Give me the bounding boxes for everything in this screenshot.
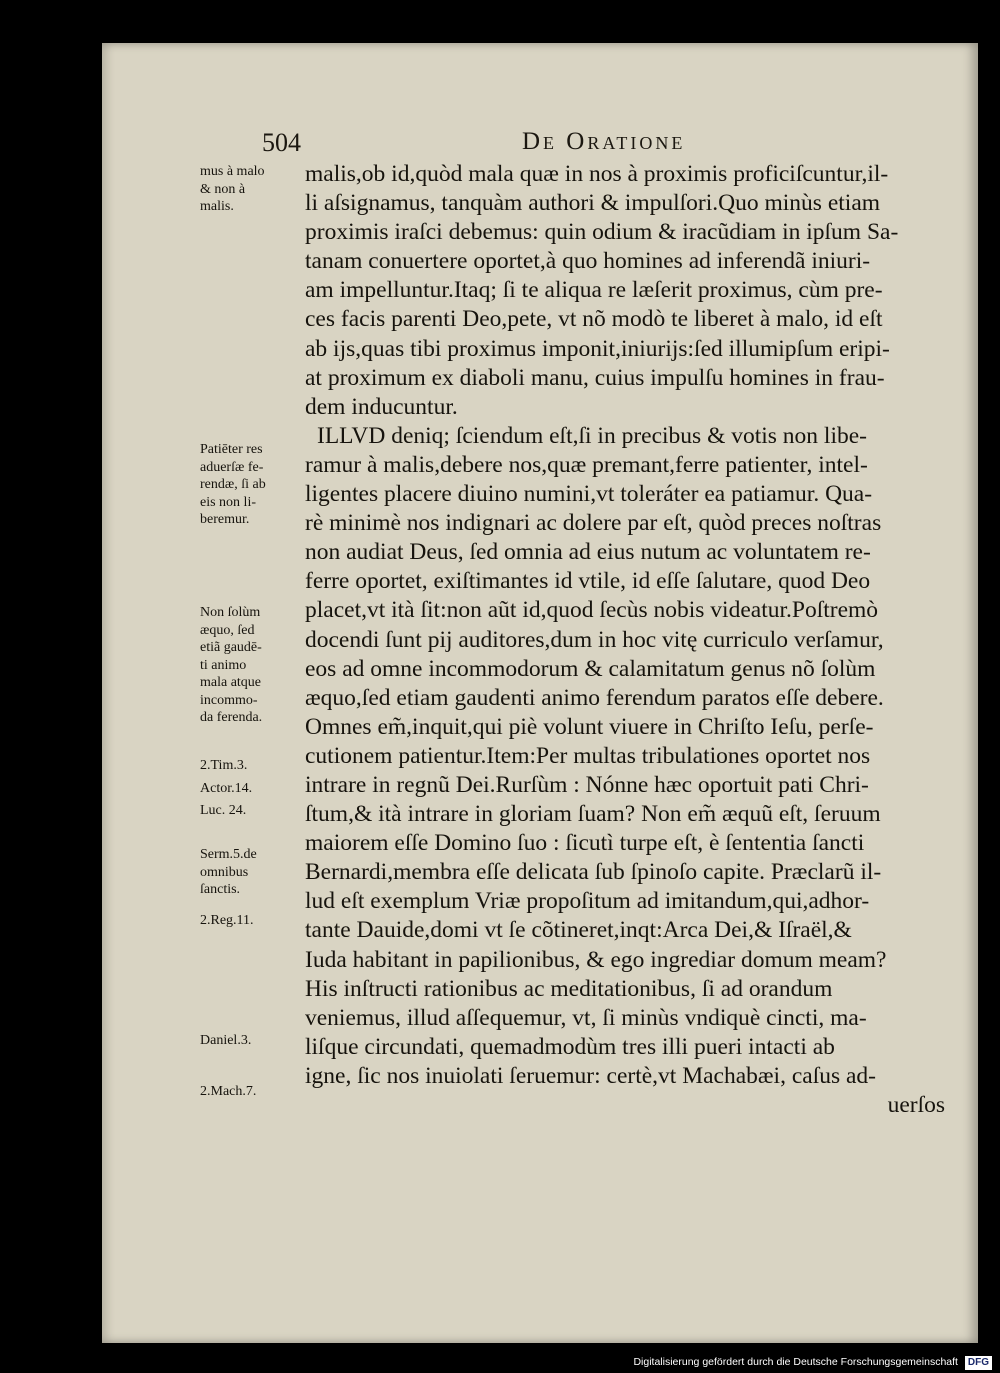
- text-line: æquo,ſed etiam gaudenti animo ferendum paratos eſſe debere.: [305, 684, 884, 711]
- margin-note: Patiēter res aduerſæ fe- rendæ, ſi ab eis non li- beremur.: [200, 442, 266, 527]
- text-line: ligentes placere diuino numini,vt toleráter ea patiamur. Qua-: [305, 481, 873, 508]
- text-line: at proximum ex diaboli manu, cuius impulſu homines in frau-: [305, 364, 885, 391]
- margin-note: Non ſolùm æquo, ſed etiã gaudē- ti animo mala atque incommo- da ferenda.: [200, 605, 263, 725]
- text-line: Omnes em̃,inquit,qui piè volunt viuere in Chriſto Ieſu, perſe-: [305, 713, 874, 740]
- funding-footer: [0, 1352, 992, 1373]
- running-head: De Oratione: [522, 128, 686, 155]
- main-text-block: [305, 160, 945, 1120]
- text-line: dem inducuntur.: [305, 393, 458, 420]
- text-line: am impelluntur.Itaq; ſi te aliqua re læſerit proximus, cùm pre-: [305, 277, 883, 304]
- margin-note-reference: Daniel.3.: [200, 1033, 252, 1048]
- text-line: tanam conuertere oportet,à quo homines ad inferendã iniuri-: [305, 248, 871, 275]
- text-line: His inſtructi rationibus ac meditationibus, ſi ad orandum: [305, 975, 833, 1002]
- text-line: ces facis parenti Deo,pete, vt nõ modò te liberet à malo, id eſt: [305, 306, 883, 333]
- margin-note-reference: 2.Mach.7.: [200, 1084, 257, 1099]
- text-line: Bernardi,membra eſſe delicata ſub ſpinoſo capite. Præclarũ il-: [305, 859, 882, 886]
- text-line: lud eſt exemplum Vriæ propoſitum ad imitandum,qui,adhor-: [305, 888, 870, 915]
- margin-note-reference: Luc. 24.: [200, 803, 247, 818]
- text-line: eos ad omne incommodorum & calamitatum genus nõ ſolùm: [305, 655, 876, 682]
- text-line: non audiat Deus, ſed omnia ad eius nutum ac voluntatem re-: [305, 539, 871, 566]
- dfg-logo-icon: DFG: [965, 1356, 992, 1370]
- margin-note: mus à malo & non à malis.: [200, 164, 265, 214]
- text-line: rè minimè nos indignari ac dolere par eſt, quòd preces noſtras: [305, 510, 882, 537]
- page-number: 504: [262, 128, 301, 157]
- margin-note-reference: 2.Tim.3.: [200, 758, 248, 773]
- text-line: maiorem eſſe Domino ſuo : ſicutì turpe eſt, è ſententia ſancti: [305, 830, 865, 857]
- text-line: liſque circundati, quemadmodùm tres illi pueri intacti ab: [305, 1033, 835, 1060]
- text-line: Iuda habitant in papilionibus, & ego ingrediar domum meam?: [305, 946, 887, 973]
- text-line: ramur à malis,debere nos,quæ premant,ferre patienter, intel-: [305, 451, 868, 478]
- text-line: docendi ſunt pij auditores,dum in hoc vitę curriculo verſamur,: [305, 626, 884, 653]
- text-line: li aſsignamus, tanquàm authori & impulſori.Quo minùs etiam: [305, 190, 881, 217]
- text-line: tante Dauide,domi vt ſe cõtineret,inqt:Arca Dei,& Iſraël,&: [305, 917, 852, 944]
- margin-note-reference: 2.Reg.11.: [200, 913, 254, 928]
- margin-note-reference: Actor.14.: [200, 781, 253, 796]
- text-line: ILLVD deniq; ſciendum eſt,ſi in precibus & votis non libe-: [317, 422, 867, 449]
- text-line: proximis iraſci debemus: quin odium & iracũdiam in ipſum Sa-: [305, 219, 899, 246]
- text-line: veniemus, illud aſſequemur, vt, ſi minùs vndiquè cincti, ma-: [305, 1004, 867, 1031]
- text-line: cutionem patientur.Item:Per multas tribulationes oportet nos: [305, 742, 871, 769]
- text-line: igne, ſic nos inuiolati ſeruemur: certè,vt Machabæi, caſus ad-: [305, 1062, 876, 1089]
- text-line: placet,vt ità ſit:non aũt id,quod ſecùs nobis videatur.Poſtremò: [305, 597, 879, 624]
- margin-note: Serm.5.de omnibus ſanctis.: [200, 847, 257, 897]
- text-line: malis,ob id,quòd mala quæ in nos à proximis proficiſcuntur,il-: [305, 161, 889, 187]
- text-line: intrare in regnũ Dei.Rurſùm : Nónne hæc oportuit pati Chri-: [305, 771, 869, 798]
- text-line: uerſos: [887, 1092, 945, 1118]
- text-line: ab ijs,quas tibi proximus imponit,iniurijs:ſed illumipſum eripi-: [305, 335, 890, 362]
- text-line: ferre oportet, exiſtimantes id vtile, id eſſe ſalutare, quod Deo: [305, 568, 871, 595]
- footer-credit: Digitalisierung gefördert durch die Deutsche Forschungsgemeinschaft: [633, 1356, 958, 1368]
- text-line: ſtum,& ità intrare in gloriam ſuam? Non em̃ æquũ eſt, ſeruum: [305, 801, 881, 828]
